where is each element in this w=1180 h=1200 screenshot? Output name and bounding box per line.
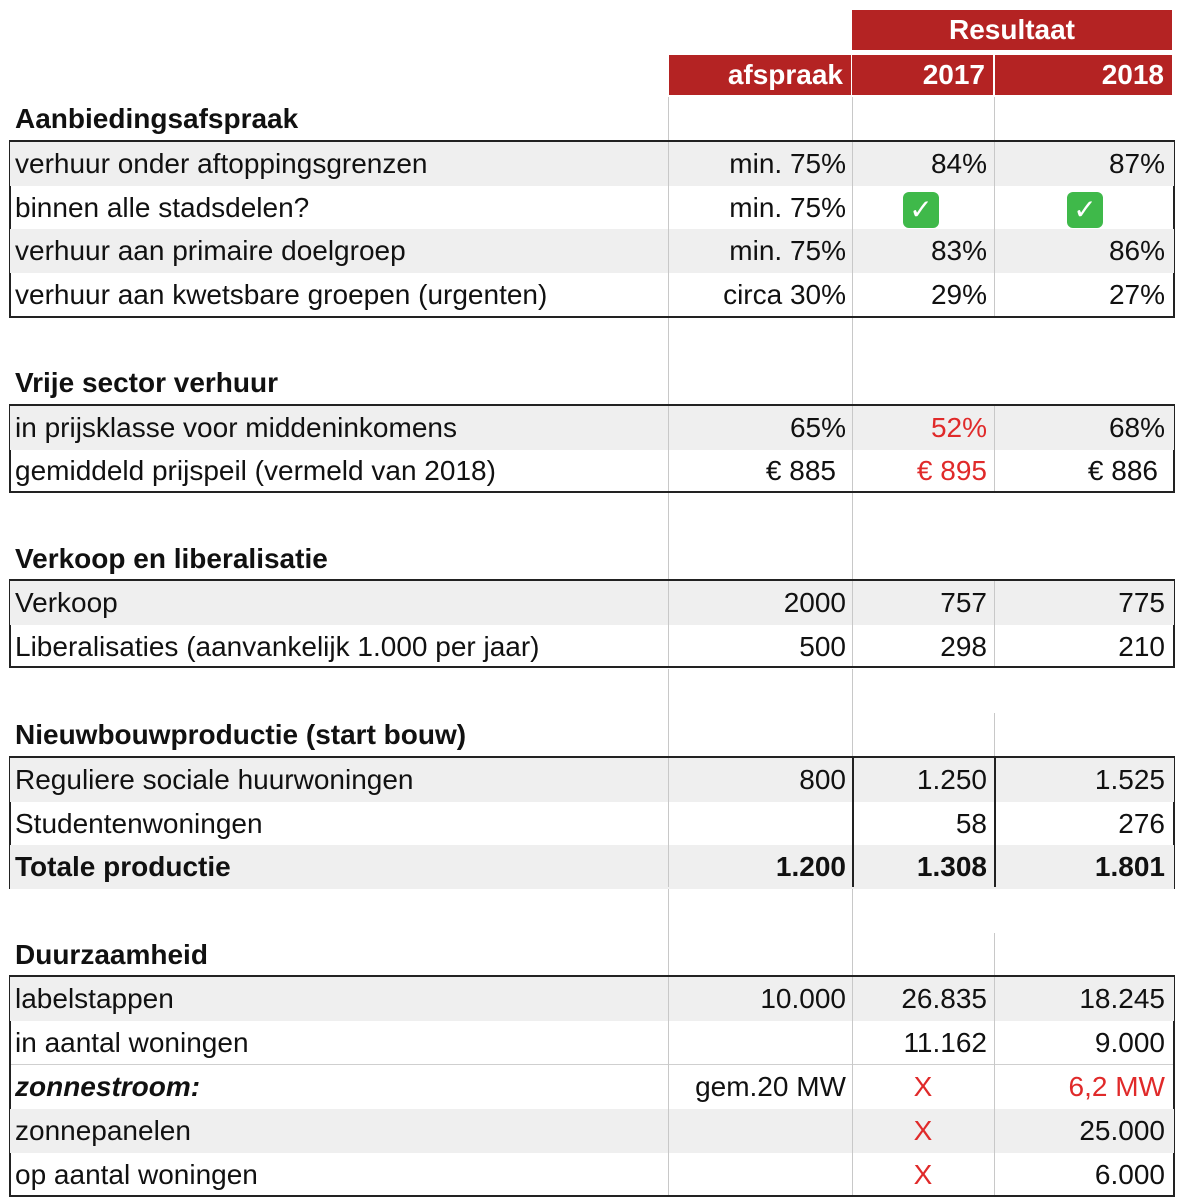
row-2018: 775 (1118, 587, 1165, 618)
row-2017: X (913, 1115, 933, 1146)
row-afspraak: 800 (799, 764, 846, 795)
table-row (10, 977, 1174, 1021)
grid-line (994, 758, 996, 887)
grid-line (668, 317, 669, 404)
section-title-vrije-sector: Vrije sector verhuur (15, 367, 279, 398)
grid-line (852, 669, 853, 756)
row-2018: 1.801 (1094, 851, 1165, 882)
row-afspraak (668, 1109, 846, 1153)
row-afspraak: 65% (789, 412, 846, 443)
row-label: binnen alle stadsdelen? (15, 192, 310, 223)
section-title-nieuwbouw: Nieuwbouwproductie (start bouw) (15, 719, 467, 750)
section-title-verkoop: Verkoop en liberalisatie (15, 543, 328, 574)
row-label: zonnestroom: (15, 1071, 201, 1102)
table-row-total (10, 845, 1174, 889)
grid-line (852, 142, 853, 316)
row-label: Verkoop (15, 587, 118, 618)
grid-line (994, 977, 995, 1195)
row-2017: 29% (930, 279, 987, 310)
table-row (10, 229, 1174, 273)
grid-line (668, 581, 669, 666)
table-row (10, 1153, 1174, 1197)
grid-line (668, 493, 669, 579)
row-2018: 87% (1108, 148, 1165, 179)
row-label: Reguliere sociale huurwoningen (15, 764, 414, 795)
checkmark-icon: ✓ (903, 186, 939, 230)
row-afspraak: min. 75% (729, 192, 846, 223)
row-2017: 298 (940, 631, 987, 662)
checkmark-icon: ✓ (1067, 186, 1103, 230)
grid-line (668, 406, 669, 491)
row-afspraak: gem.20 MW (695, 1071, 846, 1102)
grid-line (852, 406, 853, 491)
row-afspraak (668, 1021, 846, 1065)
row-2017: 52% (930, 412, 987, 443)
grid-line (852, 889, 853, 975)
grid-line (668, 758, 669, 887)
row-label: Studentenwoningen (15, 808, 263, 839)
grid-line (994, 581, 995, 666)
header-afspraak: afspraak (669, 55, 851, 95)
row-label: verhuur aan primaire doelgroep (15, 235, 406, 266)
section-title-aanbiedingsafspraak: Aanbiedingsafspraak (15, 103, 299, 134)
row-label: verhuur aan kwetsbare groepen (urgenten) (15, 279, 548, 310)
row-label: in aantal woningen (15, 1027, 249, 1058)
row-label: op aantal woningen (15, 1159, 258, 1190)
row-2018: 18.245 (1079, 983, 1165, 1014)
row-label: Totale productie (15, 851, 231, 882)
table-row (10, 449, 1174, 493)
row-label: zonnepanelen (15, 1115, 191, 1146)
grid-line (994, 406, 995, 491)
row-2018: 6.000 (1094, 1159, 1165, 1190)
row-2018: 9.000 (1094, 1027, 1165, 1058)
row-2018: € 886 (1087, 455, 1158, 486)
row-2017: € 895 (916, 455, 987, 486)
header-2017: 2017 (852, 55, 993, 95)
table-row (10, 802, 1174, 846)
row-label: verhuur onder aftoppingsgrenzen (15, 148, 428, 179)
row-2018: 86% (1108, 235, 1165, 266)
row-2017: X (913, 1071, 933, 1102)
row-2017: 26.835 (901, 983, 987, 1014)
grid-line (668, 977, 669, 1195)
row-2017: 11.162 (903, 1027, 987, 1058)
grid-line (852, 317, 853, 404)
table-row (10, 758, 1174, 802)
table-row (10, 625, 1174, 669)
grid-line (852, 97, 853, 141)
header-resultaat: Resultaat (852, 10, 1172, 50)
grid-line (668, 97, 669, 141)
row-label: gemiddeld prijspeil (vermeld van 2018) (15, 455, 496, 486)
row-afspraak: min. 75% (729, 235, 846, 266)
row-2017: 1.250 (916, 764, 987, 795)
row-2018: 1.525 (1094, 764, 1165, 795)
grid-line (994, 142, 995, 316)
grid-line (668, 889, 669, 975)
row-2018: 27% (1108, 279, 1165, 310)
table-row (10, 1021, 1174, 1065)
row-afspraak: 1.200 (775, 851, 846, 882)
row-label: Liberalisaties (aanvankelijk 1.000 per jaar) (15, 631, 540, 662)
grid-line (852, 977, 853, 1195)
row-2018: 25.000 (1079, 1115, 1165, 1146)
row-2018: 68% (1108, 412, 1165, 443)
grid-line (852, 493, 853, 579)
row-2017: 84% (930, 148, 987, 179)
table-row (10, 406, 1174, 450)
table-row (10, 273, 1174, 317)
row-2017: 757 (940, 587, 987, 618)
row-afspraak: circa 30% (723, 279, 846, 310)
row-2017: 83% (930, 235, 987, 266)
section-title-duurzaamheid: Duurzaamheid (15, 939, 208, 970)
table-row (10, 186, 1174, 230)
row-2018: 210 (1118, 631, 1165, 662)
row-2017: X (913, 1159, 933, 1190)
table-row (10, 581, 1174, 625)
row-afspraak (668, 1153, 846, 1197)
grid-line (994, 933, 995, 975)
row-label: labelstappen (15, 983, 174, 1014)
grid-line (668, 142, 669, 316)
grid-line (668, 669, 669, 756)
table-row (10, 1109, 1174, 1153)
row-afspraak (668, 802, 846, 846)
row-afspraak: 500 (799, 631, 846, 662)
row-afspraak: 10.000 (760, 983, 846, 1014)
grid-line (994, 97, 995, 141)
table-row (10, 142, 1174, 186)
row-afspraak: min. 75% (729, 148, 846, 179)
table-row (10, 1065, 1174, 1109)
row-2018: 6,2 MW (1068, 1071, 1165, 1102)
row-afspraak: € 885 (765, 455, 836, 486)
row-2018: 276 (1118, 808, 1165, 839)
row-afspraak: 2000 (783, 587, 846, 618)
row-label: in prijsklasse voor middeninkomens (15, 412, 457, 443)
row-2017: 1.308 (916, 851, 987, 882)
header-2018: 2018 (995, 55, 1172, 95)
grid-line (994, 713, 995, 756)
grid-line (852, 581, 853, 666)
row-2017: 58 (955, 808, 987, 839)
grid-line (852, 758, 854, 887)
